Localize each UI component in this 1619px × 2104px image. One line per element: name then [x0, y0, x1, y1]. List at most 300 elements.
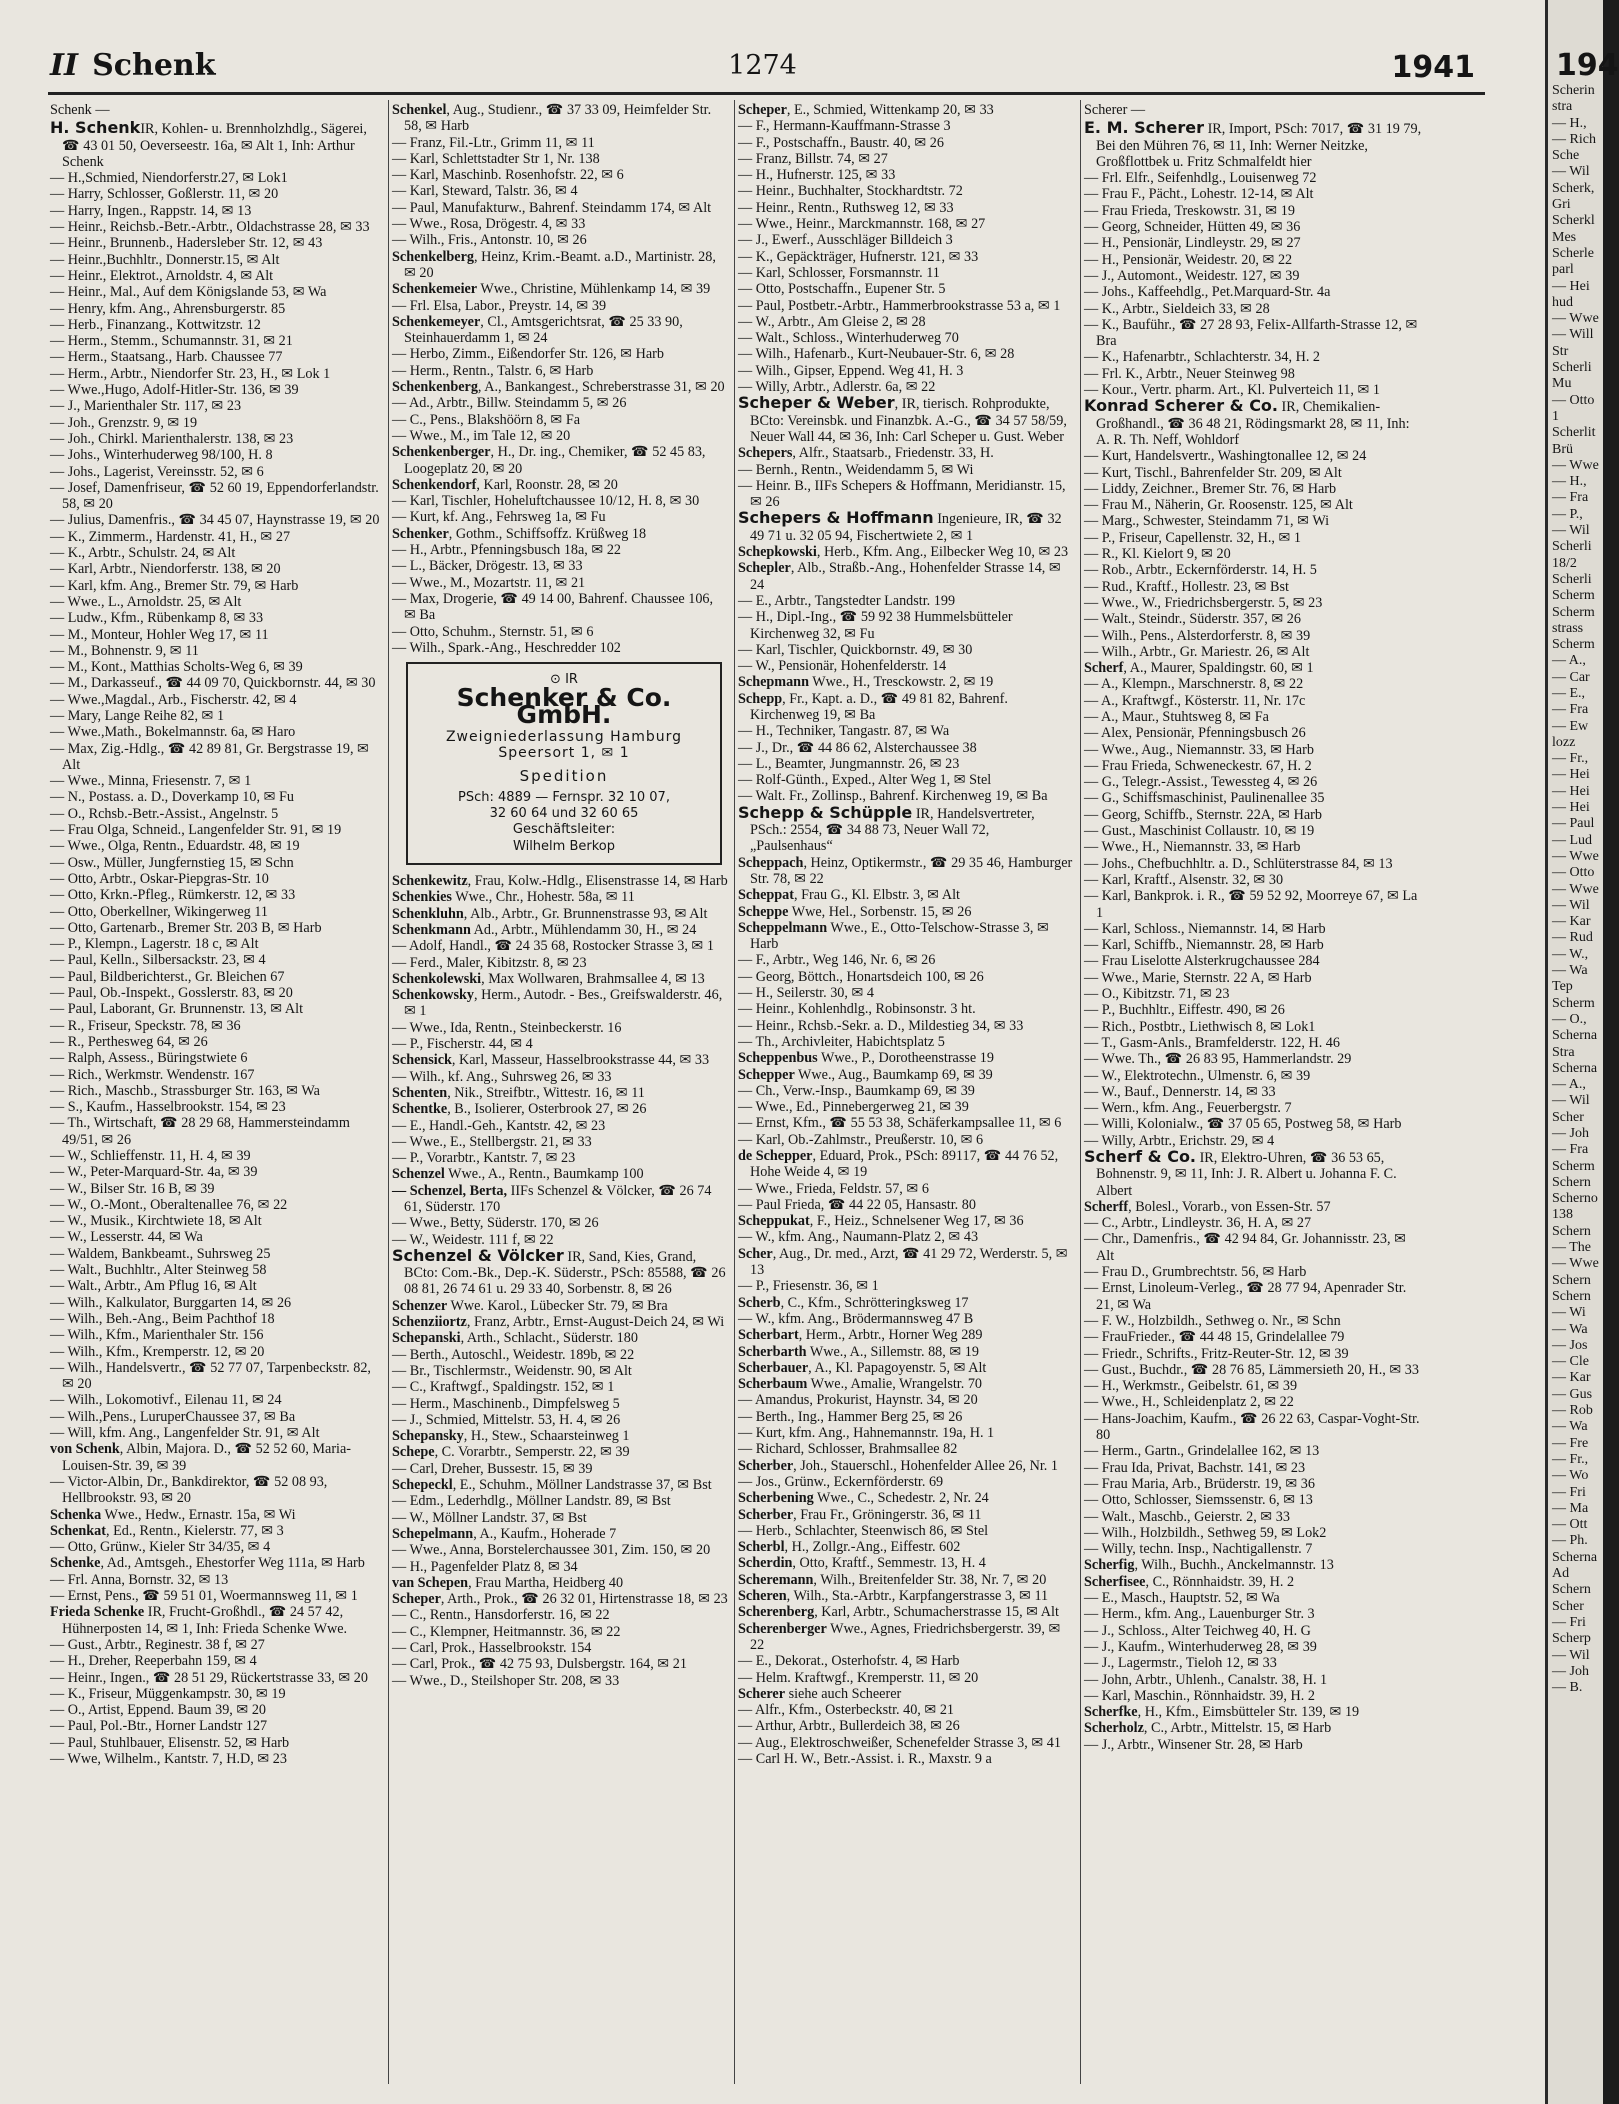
directory-entry	[50, 1637, 382, 1653]
ad-mark: ⊙ IR	[550, 672, 578, 688]
directory-entry	[392, 1656, 728, 1672]
directory-entry	[50, 203, 382, 219]
next-page-line: — Fr.,	[1552, 751, 1589, 767]
entry-text: — Frau Frieda, Treskowstr. 31, ✉ 19	[1084, 202, 1295, 219]
directory-entry	[392, 1640, 728, 1656]
directory-entry	[50, 985, 382, 1001]
next-page-line: Mu	[1552, 376, 1572, 392]
directory-entry	[392, 200, 728, 216]
directory-entry	[50, 301, 382, 317]
next-page-line: Scherli	[1552, 571, 1592, 587]
entry-text: — Berth., Autoschl., Weidestr. 189b, ✉ 22	[392, 1346, 635, 1363]
entry-text: , Albin, Majora. D., ☎ 52 52 60, Maria-Louisen-Str. 39, ✉ 39	[62, 1441, 352, 1474]
entry-text: — K., Hafenarbtr., Schlachterstr. 34, H. 2	[1084, 349, 1321, 366]
entry-text: — Willi, Kolonialw., ☎ 37 05 65, Postweg 58, ✉ Harb	[1084, 1116, 1402, 1133]
column-divider	[734, 100, 735, 2084]
directory-entry	[738, 1213, 1074, 1229]
entry-text: — Wwe., Heinr., Marckmannstr. 168, ✉ 27	[738, 216, 986, 233]
entry-text: — Heinr., Reichsb.-Betr.-Arbtr., Oldachstrasse 28, ✉ 33	[50, 219, 370, 236]
entry-text: — Carl, Prok., ☎ 42 75 93, Dulsbergstr. 164, ✉ 21	[392, 1656, 687, 1673]
entry-name: Schepe	[392, 1444, 435, 1461]
entry-name: Schenkendorf	[392, 476, 477, 493]
entry-name: Scheper	[738, 102, 787, 118]
directory-entry	[50, 789, 382, 805]
entry-text: — M., Monteur, Hohler Weg 17, ✉ 11	[50, 626, 269, 643]
next-page-line: — Joh	[1552, 1663, 1589, 1679]
entry-text: — Rich., Werkmstr. Wendenstr. 167	[50, 1066, 255, 1083]
entry-text: — Heinr., Kohlenhdlg., Robinsonstr. 3 ht.	[738, 1001, 976, 1018]
entry-text: — Wwe.,Hugo, Adolf-Hitler-Str. 136, ✉ 39	[50, 382, 299, 399]
directory-entry	[1084, 660, 1426, 676]
directory-entry	[392, 1150, 728, 1166]
directory-entry	[1084, 1443, 1426, 1459]
directory-entry	[738, 1670, 1074, 1686]
entry-text: , Frau Martha, Heidberg 40	[468, 1574, 624, 1591]
entry-text: , Ad., Amtsgeh., Ehestorfer Weg 111a, ✉ Harb	[100, 1555, 365, 1572]
entry-name: Scheper	[392, 1591, 441, 1608]
directory-entry	[50, 252, 382, 268]
entry-text: — Wwe., Marie, Sternstr. 22 A, ✉ Harb	[1084, 969, 1312, 986]
directory-entry	[738, 478, 1074, 511]
next-page-line: — W.,	[1552, 946, 1589, 962]
directory-entry	[738, 232, 1074, 248]
directory-entry	[50, 415, 382, 431]
entry-text: — W., Arbtr., Am Gleise 2, ✉ 28	[738, 313, 926, 330]
entry-name: E. M. Scherer	[1084, 118, 1205, 138]
directory-entry	[392, 1118, 728, 1134]
entry-text: — Harry, Ingen., Rappstr. 14, ✉ 13	[50, 202, 252, 219]
entry-text: , F., Heiz., Schnelsener Weg 17, ✉ 36	[809, 1213, 1024, 1230]
directory-entry	[50, 952, 382, 968]
entry-text: IR, Sand, Kies, Grand, BCto: Com.-Bk., Dep.-K. Süderstr., PSch: 85588, ☎ 26 08 81, 26 74 61 u. 29 33 40, Sorbenstr. 8, ✉ 26	[404, 1248, 726, 1298]
directory-entry	[1084, 1035, 1426, 1051]
directory-entry	[392, 987, 728, 1020]
directory-entry	[1084, 301, 1426, 317]
entry-text: — Edm., Lederhdlg., Möllner Landstr. 89, ✉ Bst	[392, 1493, 671, 1510]
entry-text: — H., Pensionär, Weidestr. 20, ✉ 22	[1084, 251, 1293, 268]
directory-entry	[50, 887, 382, 903]
entry-name: Scherbaum	[738, 1376, 808, 1393]
directory-entry	[50, 1018, 382, 1034]
directory-entry	[392, 624, 728, 640]
column-divider	[1080, 100, 1081, 2084]
ad-detail: 32 60 64 und 32 60 65	[489, 806, 639, 822]
entry-name: Scherbauer	[738, 1359, 809, 1376]
entry-text: — Willy, Arbtr., Erichstr. 29, ✉ 4	[1084, 1132, 1275, 1149]
directory-entry	[50, 1392, 382, 1408]
directory-entry	[392, 1559, 728, 1575]
directory-entry	[392, 955, 728, 971]
directory-entry	[50, 1360, 382, 1393]
directory-entry	[392, 938, 728, 954]
entry-text: — Otto, Arbtr., Oskar-Piepgras-Str. 10	[50, 870, 269, 887]
entry-name: Scherfig	[1084, 1557, 1135, 1574]
next-page-line: — A.,	[1552, 653, 1586, 669]
entry-text: — Gust., Buchdr., ☎ 28 76 85, Lämmersieth 20, H., ✉ 33	[1084, 1361, 1419, 1378]
directory-entry	[50, 1702, 382, 1718]
entry-text: — Otto, Schuhm., Sternstr. 51, ✉ 6	[392, 623, 594, 640]
firm-entry	[392, 1245, 728, 1298]
next-page-line: Scherm	[1552, 588, 1595, 604]
directory-entry	[738, 1132, 1074, 1148]
entry-name: Scherenberg	[738, 1604, 815, 1621]
directory-entry	[50, 1751, 382, 1767]
entry-text: — Heinr., Elektrot., Arnoldstr. 4, ✉ Alt	[50, 267, 274, 284]
directory-entry	[1084, 1068, 1426, 1084]
directory-entry	[50, 1164, 382, 1180]
entry-text: — Rolf-Günth., Exped., Alter Weg 1, ✉ Stel	[738, 772, 992, 789]
directory-entry	[1084, 219, 1426, 235]
entry-text: — Wwe., M., im Tale 12, ✉ 20	[392, 427, 571, 444]
directory-entry	[1084, 872, 1426, 888]
entry-text: — H.,Schmied, Niendorferstr.27, ✉ Lok1	[50, 170, 288, 187]
directory-entry	[738, 1523, 1074, 1539]
next-page-line: — Kar	[1552, 914, 1591, 930]
entry-name: Schepanski	[392, 1330, 461, 1347]
entry-name: Schenkies	[392, 889, 452, 906]
next-page-line: — O.,	[1552, 1011, 1587, 1027]
entry-name: Scheppenbus	[738, 1050, 818, 1067]
entry-text: siehe auch Scheerer	[785, 1685, 902, 1702]
directory-entry	[392, 1493, 728, 1509]
entry-text: — O., Kibitzstr. 71, ✉ 23	[1084, 986, 1230, 1003]
entry-text: , Franz, Arbtr., Ernst-August-Deich 24, ✉ Wi	[466, 1314, 725, 1331]
entry-text: — W., Pensionär, Hohenfelderstr. 14	[738, 658, 947, 675]
entry-text: — Karl, Schlettstadter Str 1, Nr. 138	[392, 150, 600, 167]
directory-entry	[50, 920, 382, 936]
entry-text: , Heinz, Krim.-Beamt. a.D., Martinistr. 28, ✉ 20	[404, 248, 716, 281]
directory-entry	[738, 740, 1074, 756]
directory-entry	[50, 186, 382, 202]
entry-text: — Karl, Arbtr., Niendorferstr. 138, ✉ 20	[50, 561, 281, 578]
directory-entry	[392, 1461, 728, 1477]
entry-text: , Gothm., Schiffsoffz. Krüßweg 18	[448, 525, 647, 542]
directory-entry	[738, 1718, 1074, 1734]
entry-text: , Max Wollwaren, Brahmsallee 4, ✉ 13	[481, 970, 705, 987]
directory-entry	[392, 477, 728, 493]
entry-name: Schenke	[50, 1555, 101, 1572]
entry-text: — J., Automont., Weidestr. 127, ✉ 39	[1084, 267, 1300, 284]
directory-entry	[738, 593, 1074, 609]
entry-text: IR, Elektro-Uhren, ☎ 36 53 65, Bohnenstr. 9, ✉ 11, Inh: J. R. Albert u. Johanna F. C. Albert	[1096, 1150, 1397, 1199]
entry-name: van Schepen	[392, 1574, 469, 1591]
next-page-line: — Fra	[1552, 490, 1589, 506]
directory-entry	[738, 118, 1074, 134]
directory-entry	[738, 1588, 1074, 1604]
entry-text: — W., Schlieffenstr. 11, H. 4, ✉ 39	[50, 1148, 251, 1164]
entry-text: — Heinr. B., IIFs Schepers & Hoffmann, Meridianstr. 15, ✉ 26	[738, 477, 1066, 511]
next-page-line: — Hei	[1552, 278, 1590, 294]
directory-entry	[738, 265, 1074, 281]
entry-text: — E., Masch., Hauptstr. 52, ✉ Wa	[1084, 1590, 1280, 1607]
directory-entry	[1084, 1002, 1426, 1018]
entry-text: — Walt., Buchhltr., Alter Steinweg 58	[50, 1262, 267, 1279]
directory-entry	[1084, 628, 1426, 644]
firm-entry	[1084, 398, 1426, 448]
directory-entry	[392, 314, 728, 347]
next-page-line: Scherle	[1552, 245, 1594, 261]
directory-entry	[392, 1477, 728, 1493]
directory-entry	[738, 151, 1074, 167]
entry-text: — Arthur, Arbtr., Bullerdeich 38, ✉ 26	[738, 1718, 960, 1735]
entry-name: Schepeckl	[392, 1477, 453, 1494]
directory-entry	[738, 1474, 1074, 1490]
entry-text: , Cl., Amtsgerichtsrat, ☎ 25 33 90, Steinhauerdamm 1, ✉ 24	[404, 313, 683, 347]
entry-text: — Josef, Damenfriseur, ☎ 52 60 19, Eppendorferlandstr. 58, ✉ 20	[50, 479, 379, 513]
entry-text: — S., Kaufm., Hasselbrookstr. 154, ✉ 23	[50, 1099, 286, 1116]
next-page-line: — Kar	[1552, 1370, 1591, 1386]
directory-entry	[1084, 1362, 1426, 1378]
directory-entry	[50, 643, 382, 659]
next-page-line: Scherno	[1552, 1191, 1598, 1207]
entry-text: — Wilh., Gipser, Eppend. Weg 41, H. 3	[738, 362, 964, 379]
directory-entry	[50, 1523, 382, 1539]
entry-text: — R., Kl. Kielort 9, ✉ 20	[1084, 546, 1231, 563]
entry-text: — Victor-Albin, Dr., Bankdirektor, ☎ 52 08 93, Hellbrookstr. 93, ✉ 20	[50, 1473, 328, 1507]
entry-text: — L., Beamter, Jungmannstr. 26, ✉ 23	[738, 755, 960, 772]
entry-text: — W., Weidestr. 111 f, ✉ 22	[392, 1231, 554, 1248]
directory-entry	[50, 529, 382, 545]
entry-text: — P., Buchhltr., Eiffestr. 490, ✉ 26	[1084, 1002, 1285, 1019]
directory-entry	[1084, 1541, 1426, 1557]
entry-text: — P., Fischerstr. 44, ✉ 4	[392, 1036, 533, 1053]
directory-entry	[50, 1067, 382, 1083]
entry-text: — Mary, Lange Reihe 82, ✉ 1	[50, 707, 225, 724]
directory-entry	[738, 544, 1074, 560]
entry-text: — Bernh., Rentn., Weidendamm 5, ✉ Wi	[738, 461, 974, 478]
entry-text: — W., Peter-Marquard-Str. 4a, ✉ 39	[50, 1164, 258, 1181]
entry-text: — Heinr., Ingen., ☎ 28 51 29, Rückertstrasse 33, ✉ 20	[50, 1669, 368, 1686]
entry-text: — Wilh., Kalkulator, Burggarten 14, ✉ 26	[50, 1294, 292, 1311]
entry-text: — Herb., Schlachter, Steenwisch 86, ✉ Stel	[738, 1522, 989, 1539]
entry-text: — Frl. Elfr., Seifenhdlg., Louisenweg 72	[1084, 170, 1317, 187]
directory-entry	[1084, 1688, 1426, 1704]
entry-text: Wwe., A., Rentn., Baumkamp 100	[444, 1166, 644, 1183]
advertisement-box	[406, 662, 722, 865]
entry-text: — Rich., Postbtr., Liethwisch 8, ✉ Lok1	[1084, 1018, 1316, 1035]
entry-text: — Carl, Dreher, Bussestr. 15, ✉ 39	[392, 1460, 593, 1477]
entry-name: Schenkemeyer	[392, 313, 481, 330]
directory-entry	[392, 1607, 728, 1623]
next-page-line: — Wil	[1552, 164, 1590, 180]
next-page-line: — Hei	[1552, 783, 1590, 799]
directory-entry	[50, 741, 382, 774]
entry-text: — Walt., Schloss., Winterhuderweg 70	[738, 330, 959, 347]
entry-text: Wwe., P., Dorotheenstrasse 19	[817, 1050, 994, 1067]
next-page-line: — Wa	[1552, 963, 1588, 979]
entry-text: , C. Vorarbtr., Semperstr. 22, ✉ 39	[434, 1444, 630, 1461]
directory-entry	[392, 1673, 728, 1689]
directory-entry	[1084, 1460, 1426, 1476]
entry-text: — L., Bäcker, Drögestr. 13, ✉ 33	[392, 558, 583, 575]
directory-entry	[1084, 235, 1426, 251]
entry-text: — H., Dipl.-Ing., ☎ 59 92 38 Hummelsbütteler Kirchenweg 32, ✉ Fu	[738, 609, 1013, 642]
entry-text: — Max, Drogerie, ☎ 49 14 00, Bahrenf. Chaussee 106, ✉ Ba	[392, 590, 714, 624]
entry-text: — Wwe., E., Stellbergstr. 21, ✉ 33	[392, 1133, 592, 1150]
entry-text: — M., Kont., Matthias Scholts-Weg 6, ✉ 39	[50, 659, 303, 676]
entry-text: — Paul, Laborant, Gr. Brunnenstr. 13, ✉ Alt	[50, 1001, 304, 1018]
directory-entry	[392, 1379, 728, 1395]
directory-entry	[1084, 1492, 1426, 1508]
entry-text: — Marg., Schwester, Steindamm 71, ✉ Wi	[1084, 513, 1330, 530]
directory-entry	[392, 298, 728, 314]
directory-entry	[1084, 203, 1426, 219]
directory-entry	[392, 216, 728, 232]
directory-entry	[392, 1412, 728, 1428]
entry-text: , Arth., Prok., ☎ 26 32 01, Hirtenstrasse 18, ✉ 23	[440, 1591, 728, 1608]
next-page-line: — H.,	[1552, 474, 1587, 490]
directory-entry	[392, 249, 728, 282]
next-page-line: Schern	[1552, 1582, 1591, 1598]
entry-text: — K., Bauführ., ☎ 27 28 93, Felix-Allfarth-Strasse 12, ✉ Bra	[1084, 316, 1418, 350]
directory-entry	[738, 985, 1074, 1001]
next-page-line: — Car	[1552, 669, 1590, 685]
entry-text: , A., Kl. Papagoyenstr. 5, ✉ Alt	[808, 1359, 987, 1376]
directory-entry	[1084, 465, 1426, 481]
next-page-line: Scher	[1552, 1598, 1584, 1614]
directory-entry	[50, 545, 382, 561]
entry-name: Schenkmann	[392, 921, 471, 938]
directory-entry	[50, 1034, 382, 1050]
directory-entry	[1084, 317, 1426, 350]
directory-entry	[738, 445, 1074, 461]
entry-text: , Frau G., Kl. Elbstr. 3, ✉ Alt	[793, 887, 960, 904]
directory-entry	[392, 558, 728, 574]
entry-text: — Wwe., L., Arnoldstr. 25, ✉ Alt	[50, 593, 242, 610]
entry-name: Scherbarth	[738, 1343, 807, 1360]
entry-text: — W., Bilser Str. 16 B, ✉ 39	[50, 1180, 215, 1197]
entry-text: — M., Darkasseuf., ☎ 44 09 70, Quickbornstr. 44, ✉ 30	[50, 675, 376, 692]
directory-entry	[1084, 1346, 1426, 1362]
entry-text: , H., Zollgr.-Ang., Eiffestr. 602	[784, 1539, 961, 1556]
directory-entry	[738, 1067, 1074, 1083]
firm-entry	[738, 510, 1074, 544]
directory-entry	[50, 904, 382, 920]
entry-text: — Jos., Grünw., Eckernförderstr. 69	[738, 1473, 944, 1490]
directory-entry	[1084, 252, 1426, 268]
entry-name: Schenkenberger	[392, 444, 491, 461]
directory-entry	[738, 183, 1074, 199]
next-page-line: — Wwe	[1552, 457, 1599, 473]
directory-entry	[738, 1197, 1074, 1213]
entry-text: — H., Dreher, Reeperbahn 159, ✉ 4	[50, 1653, 257, 1670]
directory-entry	[1084, 1084, 1426, 1100]
directory-entry	[50, 806, 382, 822]
next-page-line: — Wil	[1552, 1647, 1590, 1663]
directory-entry	[50, 1278, 382, 1294]
entry-text: — F., Postschaffn., Baustr. 40, ✉ 26	[738, 134, 944, 151]
directory-entry	[1084, 186, 1426, 202]
entry-text: — Paul, Kelln., Silbersackstr. 23, ✉ 4	[50, 952, 266, 969]
directory-entry	[738, 969, 1074, 985]
entry-text: — F., Hermann-Kauffmann-Strasse 3	[738, 118, 951, 135]
directory-entry	[50, 366, 382, 382]
directory-entry	[392, 1069, 728, 1085]
entry-text: — Wilh., Lokomotivf., Eilenau 11, ✉ 24	[50, 1392, 282, 1409]
directory-entry	[738, 1311, 1074, 1327]
next-page-line: — Otto	[1552, 392, 1595, 408]
next-page-line: 138	[1552, 1207, 1573, 1223]
directory-entry	[738, 1295, 1074, 1311]
entry-text: — P., Friseur, Capellenstr. 32, H., ✉ 1	[1084, 529, 1302, 546]
entry-text: — Alex, Pensionär, Pfenningsbusch 26	[1084, 725, 1306, 742]
directory-entry	[50, 675, 382, 691]
directory-entry	[50, 1441, 382, 1474]
entry-text: — Herm., Maschinenb., Dimpfelsweg 5	[392, 1395, 620, 1412]
directory-entry	[738, 363, 1074, 379]
entry-text: — Frau F., Pächt., Lohestr. 12-14, ✉ Alt	[1084, 186, 1314, 203]
directory-entry	[738, 920, 1074, 953]
entry-text: — F. W., Holzbildh., Sethweg o. Nr., ✉ Schn	[1084, 1312, 1341, 1329]
directory-entry	[50, 219, 382, 235]
ad-detail: Wilhelm Berkop	[513, 838, 615, 854]
entry-text: — W., kfm. Ang., Brödermannsweg 47 B	[738, 1310, 974, 1327]
entry-text: — Chr., Damenfris., ☎ 42 94 84, Gr. Johannisstr. 23, ✉ Alt	[1084, 1231, 1406, 1264]
directory-entry	[392, 873, 728, 889]
next-page-line: Tep	[1552, 979, 1573, 995]
next-page-line: Scherli	[1552, 539, 1592, 555]
entry-name: Scherholz	[1084, 1720, 1144, 1737]
entry-name: Scherbart	[738, 1327, 799, 1344]
directory-entry	[1084, 1051, 1426, 1067]
page-header	[50, 48, 1475, 88]
entry-text: — Karl, Schlosser, Forsmannstr. 11	[738, 264, 940, 281]
directory-entry	[1084, 807, 1426, 823]
firm-entry	[50, 120, 382, 170]
entry-text: — Wwe., Betty, Süderstr. 170, ✉ 26	[392, 1215, 599, 1232]
directory-entry	[392, 509, 728, 525]
entry-text: — Harry, Schlosser, Goßlerstr. 11, ✉ 20	[50, 186, 279, 203]
entry-text: — Karl, Steward, Talstr. 36, ✉ 4	[392, 183, 578, 200]
entry-text: — T., Gasm-Anls., Bramfelderstr. 122, H. 46	[1084, 1034, 1340, 1051]
entry-name: Scherer	[738, 1685, 786, 1702]
directory-entry	[738, 1083, 1074, 1099]
directory-entry	[738, 1034, 1074, 1050]
next-page-line: Scherlit	[1552, 425, 1596, 441]
directory-entry	[738, 1409, 1074, 1425]
directory-entry	[392, 151, 728, 167]
entry-text: — Frau Liselotte Alsterkrugchaussee 284	[1084, 953, 1320, 970]
entry-name: Schentke	[392, 1101, 448, 1118]
entry-text: — C., Rentn., Hansdorferstr. 16, ✉ 22	[392, 1607, 610, 1624]
directory-entry	[392, 1101, 728, 1117]
entry-text: — W., Möllner Landstr. 37, ✉ Bst	[392, 1509, 587, 1526]
directory-entry	[738, 723, 1074, 739]
entry-text: — H., Pensionär, Lindleystr. 29, ✉ 27	[1084, 235, 1301, 252]
directory-entry	[738, 1686, 1074, 1702]
next-page-line: Scherm	[1552, 995, 1595, 1011]
entry-text: — Wwe, Wilhelm., Kantstr. 7, H.D, ✉ 23	[50, 1750, 287, 1767]
entry-text: , Herm., Autodr. - Bes., Greifswalderstr. 46, ✉ 1	[404, 987, 723, 1020]
entry-text: — Osw., Müller, Jungfernstieg 15, ✉ Schn	[50, 854, 294, 871]
entry-name: Schenkenberg	[392, 379, 478, 396]
directory-entry	[1084, 921, 1426, 937]
entry-text: — W., Bauf., Dennerstr. 14, ✉ 33	[1084, 1083, 1276, 1100]
directory-entry	[1084, 1329, 1426, 1345]
entry-text: — Will, kfm. Ang., Langenfelder Str. 91, ✉ Alt	[50, 1425, 320, 1442]
entry-text: — Frau Frieda, Schweneckestr. 67, H. 2	[1084, 757, 1312, 774]
directory-entry	[50, 627, 382, 643]
directory-entry	[392, 444, 728, 477]
next-page-line: Scher	[1552, 1109, 1584, 1125]
directory-entry	[1084, 693, 1426, 709]
next-page-line: — Wo	[1552, 1468, 1589, 1484]
entry-text: , Ed., Rentn., Kielerstr. 77, ✉ 3	[105, 1522, 284, 1539]
entry-text: , Herb., Kfm. Ang., Eilbecker Weg 10, ✉ 23	[816, 544, 1069, 561]
entry-text: — J., Dr., ☎ 44 86 62, Alsterchaussee 38	[738, 739, 977, 756]
entry-name: Scherbl	[738, 1539, 785, 1556]
entry-text: — Wwe., Aug., Niemannstr. 33, ✉ Harb	[1084, 741, 1314, 758]
